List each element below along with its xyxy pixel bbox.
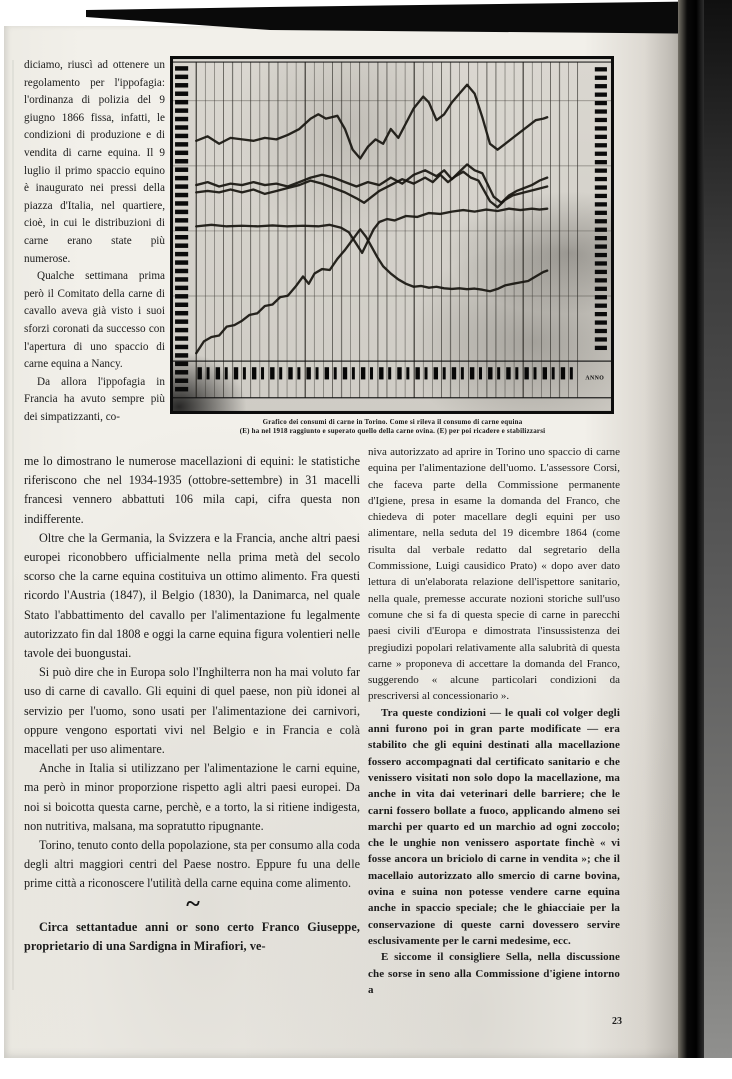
left-main-column: [24, 452, 360, 1034]
paragraph: Circa settantadue anni or sono certo Franco Giuseppe, proprietario di una Sardigna in Mirafiori, ve-: [24, 919, 360, 953]
section-divider: ~: [186, 888, 198, 918]
paragraph: Qualche settimana prima però il Comitato della carne di cavallo aveva già visto i suoi sforzi coronati da successo con l'apertura di uno spaccio di carne equina a Nancy.: [24, 270, 165, 371]
scan-top-black-bar: [0, 0, 732, 50]
left-narrow-column: [24, 57, 165, 457]
scan-right-edge-shadow: [704, 0, 732, 1058]
paragraph: E siccome il consigliere Sella, nella discussione che sorse in seno alla Commissione d'igiene intorno a: [368, 951, 620, 996]
page-fold-line: [12, 60, 14, 990]
right-main-column: [368, 444, 620, 1020]
svg-text:ANNO: ANNO: [585, 375, 605, 382]
paragraph: me lo dimostrano le numerose macellazioni di equini: le statistiche riferiscono che nel 1934-1935 (ottobre-settembre) in 31 macelli francesi vennero abbattuti 106 mila capi, cifra questa non indifferente.: [24, 454, 360, 526]
chart-caption: [170, 418, 615, 435]
page-number: 23: [612, 1016, 622, 1027]
paragraph: Anche in Italia si utilizzano per l'alimentazione le carni equine, ma però in minor proporzione rispetto agli altri paesi europei. Da noi si boicotta questa carne, perchè, e a torto, la si ritiene indigesta, non nutritiva, malsana, ma sopratutto ripugnante.: [24, 761, 360, 833]
meat-consumption-chart: [170, 56, 614, 414]
scan-right-black-bar: [678, 0, 704, 1058]
left-column-closing-paragraph: [24, 918, 360, 956]
paragraph: Da allora l'ippofagia in Francia ha avuto sempre più dei simpatizzanti, co-: [24, 375, 165, 423]
paragraph: Si può dire che in Europa solo l'Inghilterra non ha mai voluto far uso di carne di cavallo. Gli equini di quel paese, non più idonei al servizio per l'uomo, sono usati per l'alimentazione dei carnivori, oppure vengono esportati vivi nel Belgio e in Francia e colà macellati per uso alimentare.: [24, 665, 360, 757]
left-column-paragraphs: [24, 452, 360, 894]
paragraph: Oltre che la Germania, la Svizzera e la Francia, anche altri paesi europei riconobbero ufficialmente nella prima metà del secolo scorso che la carne equina costituiva un ottimo alimento. Fra questi ricordo l'Austria (1847), il Belgio (1830), la Danimarca, nel quale Stato l'abbattimento del cavallo per l'alimentazione fu legalmente autorizzato fin dal 1808 e oggi la carne equina figura volentieri nelle tavole dei buongustai.: [24, 530, 360, 661]
paragraph: Torino, tenuto conto della popolazione, sta per consumo alla coda degli altri maggiori centri del Paese nostro. Eppure fu una delle prime città a riconoscere l'utilità della carne equina come alimento.: [24, 838, 360, 891]
paragraph: niva autorizzato ad aprire in Torino uno spaccio di carne equina per l'alimentazione dell'uomo. L'assessore Corsi, che faceva parte della Commissione permanente d'Igiene, presa in esame la domanda del Franco, che chiedeva di poter macellare degli equini per uso alimentare, nella seduta del 19 dicembre 1864 (come risulta dal verbale redatto dal segretario della Commissione, Luigi causidico Prato) « dopo aver dato lettura di un'elaborata relazione dell'ispettore sanitario, nella quale, premesse accurate nozioni storiche sull'uso comune che si fa di questa specie di carne in parecchi paesi civili d'Europa e dimostrata l'insussistenza dei pregiudizi popolari relativamente alla salubrità di questa carne » proponeva di accettare la domanda del Franco, suggerendo « alcune particolari condizioni da prescriversi al concessionario ».: [368, 446, 620, 703]
paragraph: Tra queste condizioni — le quali col volger degli anni furono poi in gran parte modificate — era stabilito che gli equini destinati alla macellazione fossero accompagnati dal certificato sanitario e che venissero visitati non solo dopo la macellazione, ma anche in vita dai veterinari delle barriere; che le carni fossero bollate a fuoco, applicando almeno sei marchi per quarto ed un marchio ad ogni zoccolo; che le unghie non venissero asportate finchè « vi fosse ancora un briciolo di carne in vendita »; che il macellaio autorizzato allo smercio di carne bovina, ovina e suina non potesse vendere carne equina anche in spaccio speciale; che le ghiacciaie per la conservazione di queste carni dovessero servire esclusivamente per le carni medesime, ecc.: [368, 706, 620, 947]
paragraph: diciamo, riuscì ad ottenere un regolamento per l'ippofagia: l'ordinanza di polizia del 9 giugno 1866 fissa, infatti, le condizioni di produzione e di vendita di carne equina. Il 9 luglio il primo spaccio equino è inaugurato nei pressi della piazza d'Italia, nel quartiere, cioè, in cui le distribuzioni di carne erano state più numerose.: [24, 59, 165, 265]
chart-canvas: [170, 56, 614, 414]
chart-caption-line1: Grafico dei consumi di carne in Torino. Come si rileva il consumo di carne equina: [262, 418, 523, 426]
chart-caption-line2: (E) ha nel 1918 raggiunto e superato quello della carne ovina. (E) per poi ricadere e stabilizzarsi: [239, 426, 546, 435]
